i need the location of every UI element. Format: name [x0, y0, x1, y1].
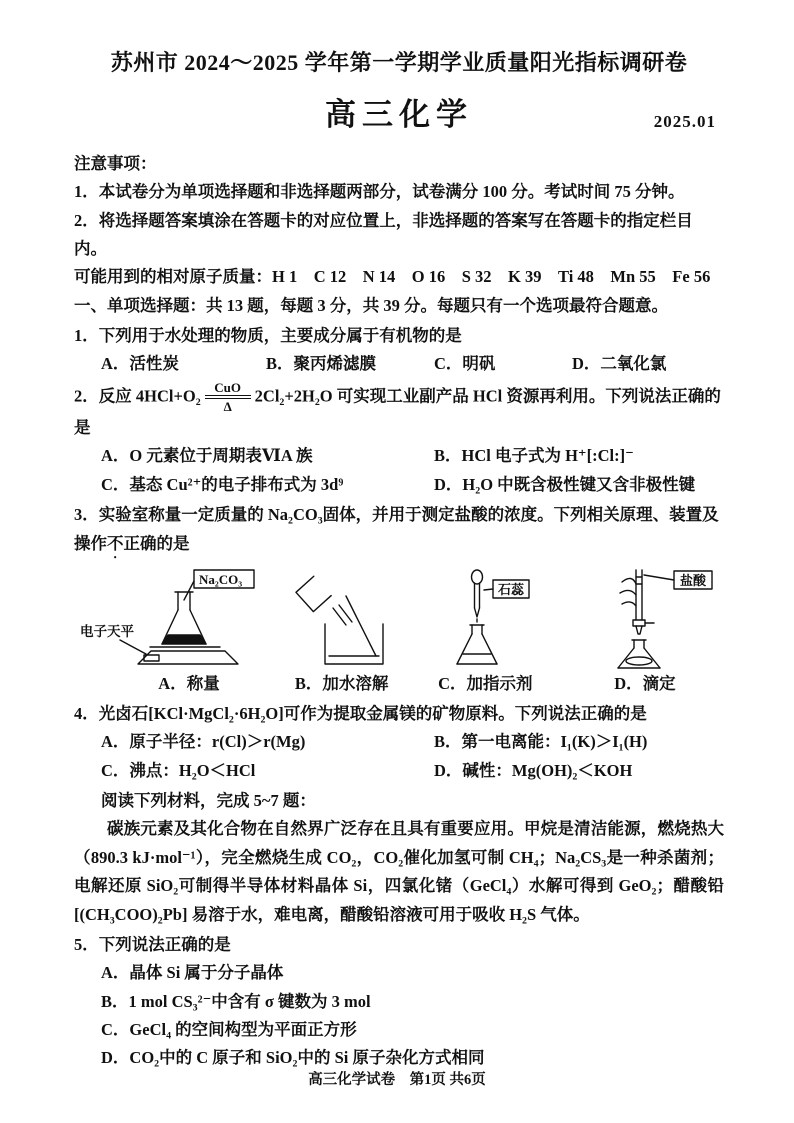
electronic-balance: [138, 647, 238, 664]
reading-intro: 阅读下列材料，完成 5~7 题：: [101, 791, 316, 811]
hand-outline: [620, 578, 636, 606]
section-heading: 一、单项选择题：共 13 题，每题 3 分，共 39 分。每题只有一个选项最符合题意。: [74, 295, 668, 315]
q3-stem-emphasized: 不: [107, 533, 124, 553]
q4-options: [74, 728, 724, 785]
reading-passage: 碳族元素及其化合物在自然界广泛存在且具有重要应用。甲烷是清洁能源，燃烧热大（890.3 kJ·mol⁻¹），完全燃烧生成 CO₂，CO₂催化加氢可制 CH₄；Na₂CS₃是一种杀菌剂；电解还原 SiO₂可制得半导体材料晶体 Si，四氯化锗（GeCl₄）水解可得到 GeO₂；醋酸铅 [(CH₃COO)₂Pb] 易溶于水，难电离，醋酸铅溶液可用于吸收 H₂S 气体。: [74, 819, 724, 924]
q5-options: [74, 959, 724, 1073]
q4-option-c: C．沸点：H₂O＜HCl: [101, 760, 256, 780]
q2-option-b: B．HCl 电子式为 H⁺[:Cl:]⁻: [434, 446, 634, 466]
receiving-flask: [618, 640, 660, 668]
reading-material: [74, 787, 724, 929]
question-4: [74, 700, 724, 785]
q1-stem: 1．下列用于水处理的物质，主要成分属于有机物的是: [74, 326, 462, 346]
q3-figures: [78, 568, 720, 698]
q4-option-b: B．第一电离能：I₁(K)＞I₁(H): [434, 732, 648, 752]
reaction-condition-stack: [205, 381, 251, 414]
q1-options: [74, 350, 724, 378]
q2-stem-post: 2Cl₂+2H₂O 可实现工业副产品 HCl 资源再利用。下列说法正确的是: [74, 386, 721, 438]
hcl-callout: [644, 571, 712, 589]
q4-option-d: D．碱性：Mg(OH)₂＜KOH: [434, 760, 633, 780]
q3-stem-part1: 3．实验室称量一定质量的 Na₂CO₃固体，并用于测定盐酸的浓度。下列相关原理、装置及操作: [74, 505, 719, 553]
litmus-label: 石蕊: [498, 581, 525, 597]
hcl-label: 盐酸: [679, 572, 706, 588]
balance-label: 电子天平: [80, 623, 134, 639]
notice-heading: 注意事项：: [74, 153, 157, 173]
indicator-diagram: [427, 568, 543, 670]
burette: [633, 570, 654, 634]
water-stream: [333, 605, 352, 625]
question-2: [74, 381, 724, 499]
pouring-vessel: [296, 576, 331, 611]
titration-diagram: [570, 568, 720, 670]
q1-option-b: B．聚丙烯滤膜: [266, 354, 377, 374]
q1-option-d: D．二氧化氯: [572, 354, 667, 374]
balance-pointer-line: [120, 640, 146, 654]
q5-stem: 5．下列说法正确的是: [74, 934, 231, 954]
q2-stem-pre: 2．反应 4HCl+O₂: [74, 386, 201, 406]
na2co3-callout: [184, 570, 254, 600]
atomic-masses-line: 可能用到的相对原子质量：H 1 C 12 N 14 O 16 S 32 K 39 Ti 48 Mn 55 Fe 56: [74, 267, 711, 287]
q2-options: [74, 442, 724, 499]
q2-option-c: C．基态 Cu²⁺的电子排布式为 3d⁹: [101, 474, 344, 494]
q3-caption-d: D．滴定: [614, 673, 676, 693]
figure-indicator: [427, 568, 543, 698]
question-5: [74, 931, 724, 1073]
question-1: [74, 322, 724, 379]
litmus-callout: [484, 580, 529, 598]
q3-caption-c: C．加指示剂: [438, 673, 533, 693]
figure-dissolving: [283, 568, 401, 698]
q5-option-a: A．晶体 Si 属于分子晶体: [101, 963, 284, 983]
q4-stem: 4．光卤石[KCl·MgCl₂·6H₂O]可作为提取金属镁的矿物原料。下列说法正确的是: [74, 703, 647, 723]
condition-delta: Δ: [223, 399, 232, 415]
notice-item-2: 2．将选择题答案填涂在答题卡的对应位置上，非选择题的答案写在答题卡的指定栏目内。: [74, 210, 693, 258]
q1-option-c: C．明矾: [434, 354, 496, 374]
figure-weighing: [78, 568, 256, 698]
na2co3-label: Na₂CO₃: [199, 571, 243, 587]
q5-option-d: D．CO₂中的 C 原子和 SiO₂中的 Si 原子杂化方式相同: [101, 1048, 485, 1068]
q5-option-b: B．1 mol CS₃²⁻中含有 σ 键数为 3 mol: [101, 991, 371, 1011]
notice-item-1: 1．本试卷分为单项选择题和非选择题两部分，试卷满分 100 分。考试时间 75 分钟。: [74, 182, 685, 202]
exam-date: 2025.01: [653, 111, 716, 131]
subject-title: 高三化学: [325, 96, 473, 132]
dropper: [472, 570, 483, 622]
dissolving-diagram: [283, 568, 401, 670]
q5-option-c: C．GeCl₄ 的空间构型为平面正方形: [101, 1020, 357, 1040]
conical-flask: [457, 625, 497, 664]
q3-caption-a: A．称量: [158, 673, 220, 693]
q3-stem: [74, 501, 724, 561]
glass-rod: [346, 596, 376, 656]
subject-row: [74, 88, 724, 142]
q3-stem-part2: 正确的是: [123, 533, 190, 553]
condition-catalyst: CuO: [214, 379, 242, 395]
figure-titration: [570, 568, 720, 698]
q4-option-a: A．原子半径：r(Cl)＞r(Mg): [101, 732, 306, 752]
q2-option-a: A．O 元素位于周期表ⅥA 族: [101, 446, 313, 466]
q1-option-a: A．活性炭: [101, 354, 179, 374]
question-3: [74, 501, 724, 698]
q2-stem: [74, 381, 724, 443]
weighing-diagram: [78, 568, 256, 670]
beaker: [325, 624, 383, 664]
q2-option-d: D．H₂O 中既含极性键又含非极性键: [434, 474, 696, 494]
page-footer: 高三化学试卷 第1页 共6页: [308, 1072, 486, 1089]
q3-caption-b: B．加水溶解: [294, 673, 389, 693]
document-title: 苏州市 2024～2025 学年第一学期学业质量阳光指标调研卷: [110, 50, 688, 75]
